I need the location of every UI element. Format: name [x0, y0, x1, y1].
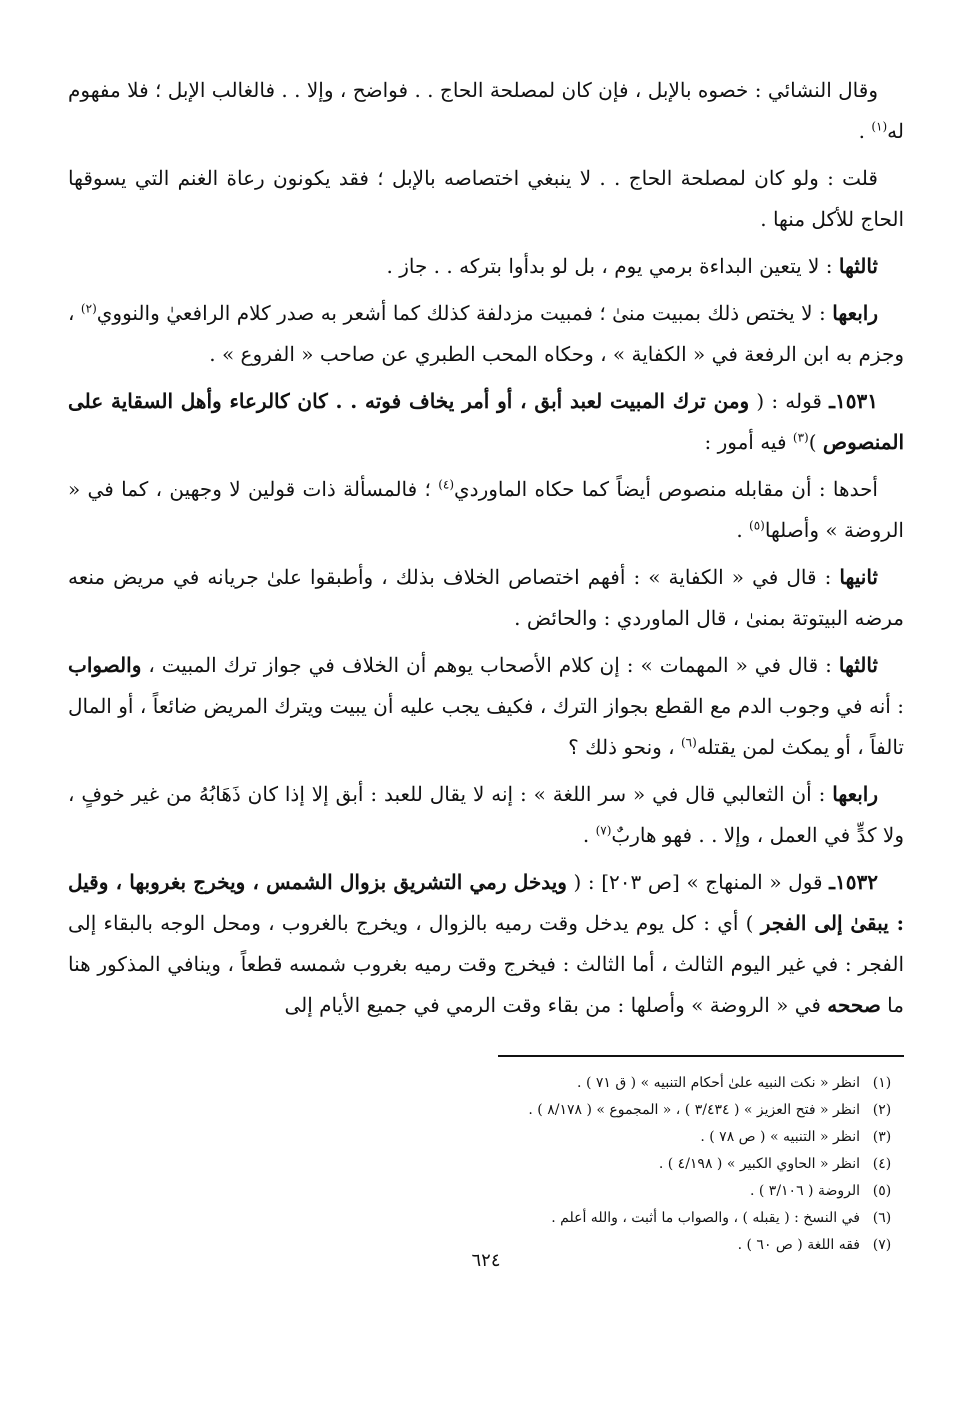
- footnote-number: (٤): [872, 1156, 892, 1172]
- footnote: [68, 1178, 904, 1205]
- bold-text: ثالثها: [838, 653, 878, 677]
- text-run: : لا يختص ذلك بمبيت منىٰ ؛ فمبيت مزدلفة كذلك كما أشعر به صدر كلام الرافعيٰ والنووي: [96, 301, 833, 325]
- footnote-number: (١): [872, 1075, 892, 1091]
- bold-text: ١٥٣٢ـ: [829, 870, 878, 894]
- text-run: قلت : ولو كان لمصلحة الحاج . . لا ينبغي اختصاصه بالإبل ؛ فقد يكونون رعاة الغنم التي يسوقها الحاج للأكل منها .: [68, 166, 904, 231]
- text-run: ، وجزم به ابن الرفعة في « الكفاية » ، وحكاه المحب الطبري عن صاحب « الفروع » .: [68, 301, 904, 366]
- footnote-text: انظر « الحاوي الكبير » ( ٤/١٩٨ ) .: [658, 1156, 860, 1172]
- footnote-ref: (٥): [749, 518, 765, 533]
- bold-text: ثالثها: [838, 254, 878, 278]
- text-run: أحدها : أن مقابله منصوص أيضاً كما حكاه الماوردي: [454, 477, 878, 501]
- page-number: ٦٢٤: [471, 1250, 501, 1271]
- text-run: ) أي : كل يوم يدخل وقت رميه بالزوال ، ويخرج بالغروب ، ومحل الوجه بالبقاء إلى الفجر : في غير اليوم الثالث ، أما الثالث : فيخرج وقت رميه بغروب شمسه قطعاً ، وينافي المذكور هنا ما: [68, 911, 904, 1017]
- text-run: قوله : (: [749, 389, 830, 413]
- paragraph: [68, 158, 904, 240]
- footnote-number: (٧): [872, 1237, 892, 1253]
- text-run: : لا يتعين البداءة برمي يوم ، بل لو بدأوا بتركه . . جاز .: [386, 254, 839, 278]
- paragraph: [68, 862, 904, 1026]
- footnote: [68, 1151, 904, 1178]
- footnote-ref: (٤): [438, 477, 455, 492]
- main-text: [68, 70, 904, 1026]
- text-run: ؛ فالمسألة ذات قولين لا وجهين ، كما في « الروضة » وأصلها: [68, 477, 904, 542]
- text-run: في « الروضة » وأصلها : من بقاء وقت الرمي في جميع الأيام إلى: [284, 993, 828, 1017]
- text-run: .: [858, 119, 872, 143]
- footnote-text: في النسخ : ( يقبله ) ، والصواب ما أثبت ، والله أعلم .: [551, 1210, 860, 1226]
- paragraph: [68, 381, 904, 463]
- footnote-text: فقه اللغة ( ص ٦٠ ) .: [737, 1237, 860, 1253]
- paragraph: [68, 645, 904, 768]
- footnote-ref: (٢): [80, 301, 97, 316]
- text-run: قول « المنهاج » [ص ٢٠٣] : (: [566, 870, 830, 894]
- footnote-text: انظر « فتح العزيز » ( ٣/٤٣٤ ) ، « المجموع » ( ٨/١٧٨ ) .: [528, 1102, 860, 1118]
- footnotes: [68, 1070, 904, 1259]
- text-run: وقال النشائي : خصوه بالإبل ، فإن كان لمصلحة الحاج . . فواضح ، وإلا . . فالغالب الإبل ؛ فلا مفهوم له: [68, 78, 904, 143]
- text-run: فيه أمور :: [704, 430, 793, 454]
- page: [68, 70, 904, 1400]
- text-run: : قال في « الكفاية » : أفهم اختصاص الخلاف بذلك ، وأطبقوا علىٰ جريانه في مريض منعه مرضه البيتوتة بمنىٰ ، قال الماوردي : والحائض .: [68, 565, 904, 630]
- paragraph: [68, 246, 904, 287]
- footnote-text: الروضة ( ٣/١٠٦ ) .: [749, 1183, 860, 1199]
- paragraph: [68, 557, 904, 639]
- paragraph: [68, 70, 904, 152]
- footnote: [68, 1070, 904, 1097]
- paragraph: [68, 774, 904, 856]
- bold-text: صححه: [827, 993, 881, 1017]
- footnote: [68, 1097, 904, 1124]
- footnote-ref: (١): [871, 119, 888, 134]
- footnote-divider: [498, 1055, 904, 1057]
- footnote-number: (٦): [872, 1210, 892, 1226]
- text-run: : قال في « المهمات » : إن كلام الأصحاب يوهم أن الخلاف في جواز ترك المبيت ،: [141, 653, 839, 677]
- text-run: .: [736, 518, 750, 542]
- bold-text: رابعها: [832, 782, 878, 806]
- footnote-number: (٣): [872, 1129, 892, 1145]
- bold-text: ومن ترك المبيت لعبد أبق ، أو أمر يخاف فوته . . كان كالرعاء وأهل السقاية على المنصوص: [68, 389, 904, 454]
- bold-text: رابعها: [832, 301, 878, 325]
- footnote-ref: (٣): [792, 430, 809, 445]
- bold-text: والصواب: [68, 653, 142, 677]
- footnote-text: انظر « نكت النبيه علىٰ أحكام التنبيه » ( ق ٧١ ) .: [577, 1075, 860, 1091]
- footnote-number: (٢): [872, 1102, 892, 1118]
- text-run: : أن الثعالبي قال في « سر اللغة » : إنه لا يقال للعبد : أبق إلا إذا كان ذَهَابُهُ من غير خوفٍ ، ولا كدٍّ في العمل ، وإلا . . فهو هاربٌ: [68, 782, 904, 847]
- footnote-ref: (٦): [680, 735, 697, 750]
- footnote-ref: (٧): [595, 823, 612, 838]
- bold-text: ١٥٣١ـ: [829, 389, 878, 413]
- footnote: [68, 1124, 904, 1151]
- footnote-number: (٥): [872, 1183, 892, 1199]
- paragraph: [68, 469, 904, 551]
- footnote-text: انظر « التنبيه » ( ص ٧٨ ) .: [700, 1129, 860, 1145]
- paragraph: [68, 293, 904, 375]
- text-run: : أنه في وجوب الدم مع القطع بجواز الترك ، فكيف يجب عليه أن يبيت ويترك المريض ضائعاً ، أو المال تالفاً ، أو يمكث لمن يقتله: [68, 694, 904, 759]
- footnote: [68, 1205, 904, 1232]
- text-run: ): [808, 430, 823, 454]
- bold-text: ثانيها: [839, 565, 878, 589]
- text-run: .: [582, 823, 596, 847]
- bold-text: ويدخل رمي التشريق بزوال الشمس ، ويخرج بغروبها ، وقيل : يبقىٰ إلى الفجر: [68, 870, 904, 935]
- text-run: ، ونحو ذلك ؟: [568, 735, 681, 759]
